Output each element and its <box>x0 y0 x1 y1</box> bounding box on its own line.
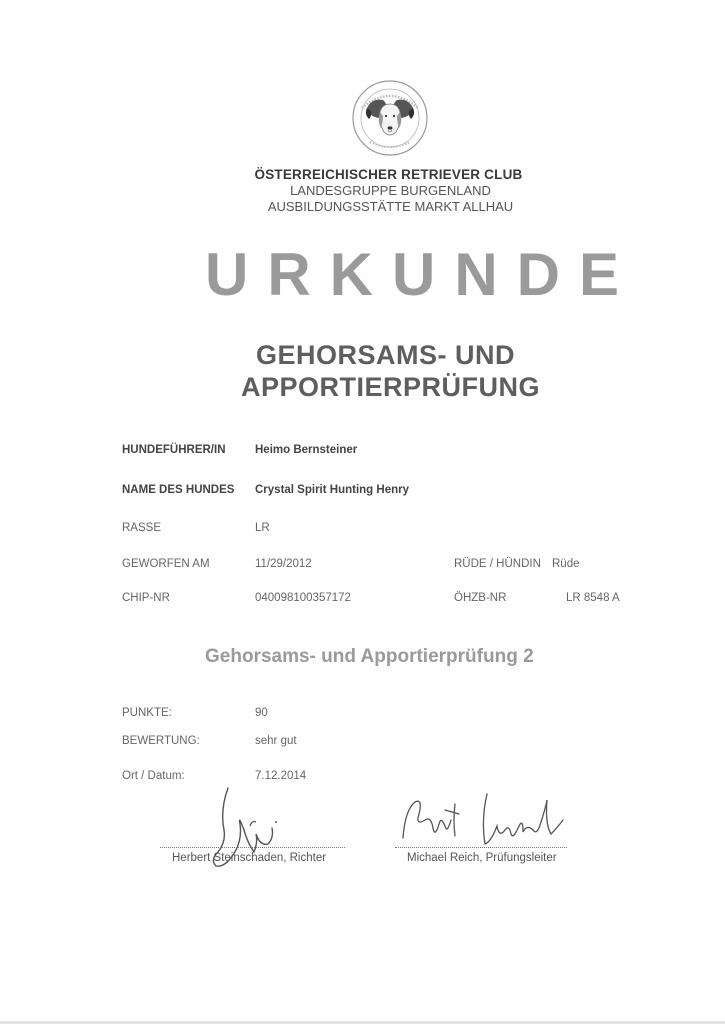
judge-signature <box>190 780 300 880</box>
breed-label: RASSE <box>122 522 161 534</box>
club-logo <box>350 78 430 158</box>
training-site: AUSBILDUNGSSTÄTTE MARKT ALLHAU <box>267 199 514 214</box>
dog-name-label: NAME DES HUNDES <box>122 484 235 496</box>
points-value: 90 <box>255 707 268 719</box>
rating-value: sehr gut <box>255 735 297 747</box>
leader-name: Michael Reich, Prüfungsleiter <box>407 852 557 864</box>
exam-heading-line1: GEHORSAMS- UND <box>255 340 515 370</box>
place-date-label: Ort / Datum: <box>122 770 185 782</box>
birth-date-value: 11/29/2012 <box>255 558 312 570</box>
judge-name: Herbert Steinschaden, Richter <box>172 852 327 864</box>
leader-signature <box>395 780 575 860</box>
exam-title: Gehorsams- und Apportierprüfung 2 <box>205 646 534 667</box>
handler-label: HUNDEFÜHRER/IN <box>122 444 226 456</box>
ohzb-value: LR 8548 A <box>566 592 620 604</box>
sex-label: RÜDE / HÜNDIN <box>454 558 541 570</box>
sex-value: Rüde <box>552 558 580 570</box>
exam-heading-line2: APPORTIERPRÜFUNG <box>240 372 540 402</box>
dog-name-value: Crystal Spirit Hunting Henry <box>255 484 409 496</box>
leader-signature-line <box>395 847 567 848</box>
document-title: URKUNDE <box>205 241 638 308</box>
chip-number-value: 040098100357172 <box>255 592 351 604</box>
birth-date-label: GEWORFEN AM <box>122 558 210 570</box>
breed-value: LR <box>255 522 270 534</box>
club-name: ÖSTERREICHISCHER RETRIEVER CLUB <box>254 167 523 182</box>
handler-value: Heimo Bernsteiner <box>255 444 358 456</box>
ohzb-label: ÖHZB-NR <box>454 592 507 604</box>
judge-signature-line <box>160 847 345 848</box>
regional-group: LANDESGRUPPE BURGENLAND <box>290 183 491 198</box>
chip-number-label: CHIP-NR <box>122 592 170 604</box>
rating-label: BEWERTUNG: <box>122 735 200 747</box>
points-label: PUNKTE: <box>122 707 172 719</box>
place-date-value: 7.12.2014 <box>255 770 307 782</box>
